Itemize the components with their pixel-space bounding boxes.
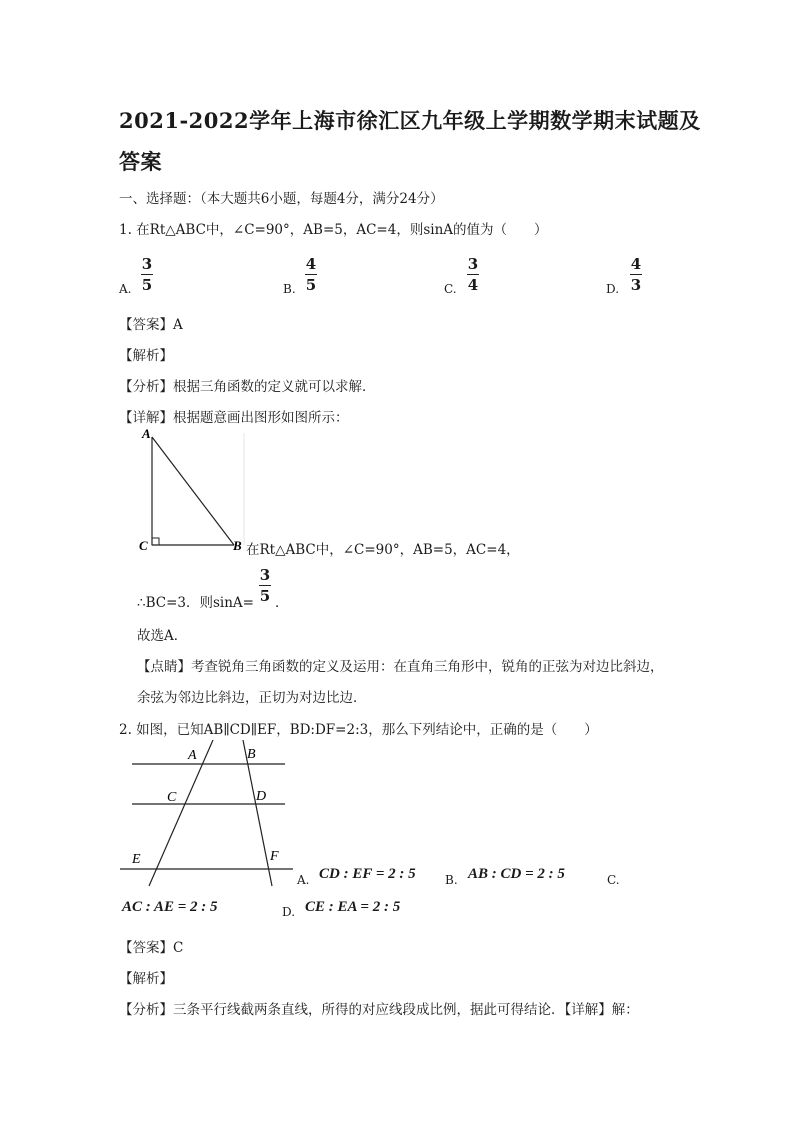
q2-answer: 【答案】C (119, 940, 184, 956)
fraction-denominator: 4 (467, 276, 479, 294)
point-label-f: F (270, 849, 279, 864)
fraction-denominator: 5 (141, 276, 153, 294)
page-title-line2: 答案 (119, 149, 162, 174)
fraction-denominator: 5 (305, 276, 317, 294)
q2-stem: 2. 如图，已知AB∥CD∥EF，BD:DF=2:3，那么下列结论中，正确的是（ ） (119, 722, 598, 738)
side-ab (152, 437, 234, 545)
q1-after-figure-text: 在Rt△ABC中，∠C=90°，AB=5，AC=4， (246, 542, 520, 558)
q1-triangle-figure (130, 425, 260, 560)
q2-option-c: AC : AE = 2 : 5 (122, 899, 218, 915)
q1-analysis-tag: 【解析】 (119, 348, 173, 364)
q1-option-c-label: C. (444, 282, 457, 296)
q1-choose: 故选A． (137, 628, 188, 644)
q1-answer: 【答案】A (119, 317, 183, 333)
q1-option-d-fraction (630, 256, 642, 293)
q1-dianjing-line1: 【点睛】考查锐角三角函数的定义及运用：在直角三角形中，锐角的正弦为对边比斜边， (137, 659, 664, 675)
q2-option-b: AB : CD = 2 : 5 (468, 866, 565, 882)
section-heading: 一、选择题：（本大题共6小题，每题4分，满分24分） (119, 191, 444, 207)
point-label-b: B (247, 747, 256, 762)
vertex-label-c: C (139, 538, 148, 553)
q1-bc-suffix: ． (275, 595, 289, 611)
q1-option-c-fraction (467, 256, 479, 293)
q1-xiangjie: 【详解】根据题意画出图形如图所示： (119, 410, 349, 426)
fraction-denominator: 5 (259, 587, 271, 605)
q1-option-b-fraction (305, 256, 317, 293)
transversal-ace (149, 740, 213, 886)
fraction-numerator: 3 (467, 255, 479, 273)
point-label-e: E (132, 852, 141, 867)
q1-stem: 1. 在Rt△ABC中，∠C=90°，AB=5，AC=4，则sinA的值为（ ） (119, 222, 548, 238)
q1-bc-prefix: ∴BC=3．则sinA= (137, 595, 254, 611)
vertex-label-b: B (233, 538, 242, 553)
q2-parallel-lines-figure (115, 740, 295, 888)
q2-option-a-label: A. (297, 873, 310, 887)
q1-option-a-fraction (141, 256, 153, 293)
fraction-numerator: 4 (630, 255, 642, 273)
q1-dianjing-line2: 余弦为邻边比斜边，正切为对边比边． (137, 690, 367, 706)
fraction-numerator: 3 (259, 566, 271, 584)
q1-option-a-label: A. (119, 282, 132, 296)
right-angle-mark (152, 538, 159, 545)
page-title-line1: 2021-2022学年上海市徐汇区九年级上学期数学期末试题及 (119, 108, 701, 133)
q1-fenxi: 【分析】根据三角函数的定义就可以求解． (119, 379, 376, 395)
q1-sina-fraction (259, 567, 271, 604)
q2-option-b-label: B. (445, 873, 458, 887)
fraction-denominator: 3 (630, 276, 642, 294)
vertex-label-a: A (142, 426, 151, 441)
point-label-c: C (167, 790, 177, 805)
fraction-numerator: 3 (141, 255, 153, 273)
fraction-numerator: 4 (305, 255, 317, 273)
q2-option-d: CE : EA = 2 : 5 (305, 899, 401, 915)
q2-fenxi: 【分析】三条平行线截两条直线，所得的对应线段成比例，据此可得结论．【详解】解： (119, 1002, 639, 1018)
q2-option-c-label: C. (607, 873, 620, 887)
q2-option-a: CD : EF = 2 : 5 (319, 866, 416, 882)
q2-option-d-label: D. (282, 905, 296, 919)
q1-option-b-label: B. (283, 282, 296, 296)
point-label-a: A (188, 748, 197, 763)
point-label-d: D (256, 789, 267, 804)
q1-option-d-label: D. (606, 282, 620, 296)
q2-analysis-tag: 【解析】 (119, 971, 173, 987)
